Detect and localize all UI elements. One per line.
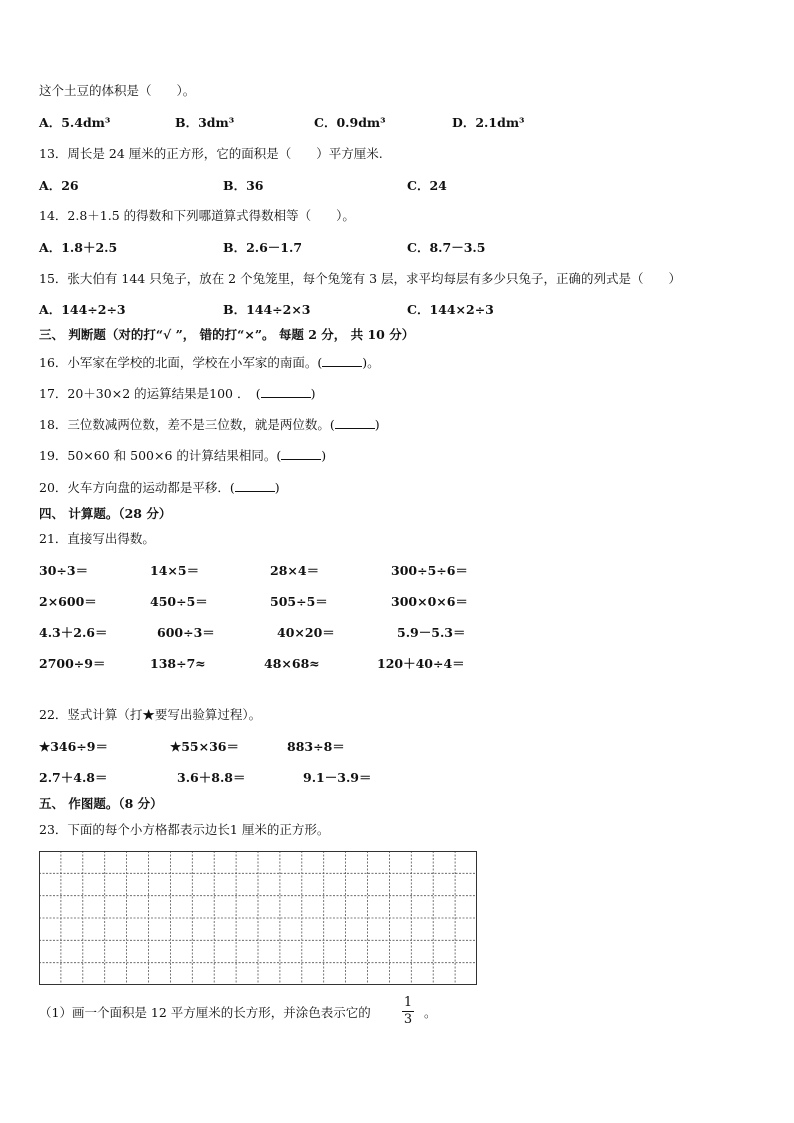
q21-item: 138÷7≈ [150,656,206,671]
q23-stem: 23．下面的每个小方格都表示边长1 厘米的正方形。 [39,822,330,837]
q13-option-c: C．24 [407,178,447,193]
q21-item: 505÷5＝ [270,594,328,609]
fraction-numerator: 1 [403,995,413,1010]
q22-item: 2.7＋4.8＝ [39,770,108,785]
q13-option-b: B．36 [223,178,264,193]
q13-stem: 13．周长是 24 厘米的正方形，它的面积是（ ）平方厘米. [39,146,383,161]
q21-item: 30÷3＝ [39,563,89,578]
q22-item: 3.6＋8.8＝ [177,770,246,785]
q14-option-b: B．2.6－1.7 [223,240,303,255]
q12-option-a: A．5.4dm³ [39,115,111,130]
q19-close: ) [321,448,327,463]
q20-statement [39,479,280,496]
q12-stem: 这个土豆的体积是（ ）。 [39,83,196,98]
q17-statement [39,385,315,402]
q18-text: 18．三位数减两位数，差不是三位数，就是两位数。( [39,417,335,432]
q20-answer-blank[interactable] [235,479,275,492]
q21-item: 300×0×6＝ [391,594,468,609]
q12-option-b: B．3dm³ [175,115,235,130]
q17-text: 17．20＋30×2 的运算结果是100 ． ( [39,386,261,401]
q22-stem: 22．竖式计算（打★要写出验算过程）。 [39,707,262,722]
q15-option-c: C．144×2÷3 [407,302,494,317]
q21-stem: 21．直接写出得数。 [39,531,155,546]
q16-text: 16．小军家在学校的北面，学校在小军家的南面。( [39,355,323,370]
q21-item: 450÷5＝ [150,594,208,609]
section-3-heading: 三、 判断题（对的打“√ ”， 错的打“×”。 每题 2 分， 共 10 分） [39,327,415,342]
fraction-denominator: 3 [403,1012,413,1027]
q19-text: 19．50×60 和 500×6 的计算结果相同。( [39,448,282,463]
q19-statement [39,447,326,464]
q14-option-a: A．1.8＋2.5 [39,240,118,255]
q21-item: 4.3＋2.6＝ [39,625,108,640]
q21-item: 300÷5÷6＝ [391,563,468,578]
q16-statement [39,354,380,371]
q13-option-a: A．26 [39,178,79,193]
q14-stem: 14．2.8＋1.5 的得数和下列哪道算式得数相等（ ）。 [39,208,355,223]
q18-statement [39,416,380,433]
q21-item: 600÷3＝ [157,625,215,640]
q21-item: 2700÷9＝ [39,656,106,671]
q23-sub1-end: 。 [424,1005,437,1020]
q23-sub1: （1）画一个面积是 12 平方厘米的长方形，并涂色表示它的 [39,1005,371,1020]
q22-item: ★55×36＝ [170,739,239,754]
q21-item: 14×5＝ [150,563,200,578]
q21-item: 2×600＝ [39,594,97,609]
q18-answer-blank[interactable] [335,416,375,429]
q17-answer-blank[interactable] [261,385,311,398]
q16-close: )。 [362,355,380,370]
q22-item: 883÷8＝ [287,739,345,754]
q20-text: 20．火车方向盘的运动都是平移．( [39,480,235,495]
fraction-one-third [402,996,414,1027]
q21-item: 48×68≈ [264,656,320,671]
q15-stem: 15．张大伯有 144 只兔子，放在 2 个兔笼里，每个兔笼有 3 层，求平均每层有多少只兔子，正确的列式是（ ） [39,271,682,286]
square-grid[interactable] [39,851,477,985]
q17-close: ) [310,386,316,401]
q14-option-c: C．8.7－3.5 [407,240,486,255]
q20-close: ) [274,480,280,495]
q16-answer-blank[interactable] [322,354,362,367]
q21-item: 28×4＝ [270,563,320,578]
q15-option-a: A．144÷2÷3 [39,302,126,317]
q21-item: 40×20＝ [277,625,335,640]
q12-option-c: C．0.9dm³ [314,115,386,130]
q22-item: 9.1－3.9＝ [303,770,372,785]
q12-option-d: D．2.1dm³ [452,115,525,130]
q21-item: 120＋40÷4＝ [377,656,465,671]
q18-close: ) [374,417,380,432]
section-5-heading: 五、 作图题。（8 分） [39,796,163,811]
q15-option-b: B．144÷2×3 [223,302,311,317]
section-4-heading: 四、 计算题。（28 分） [39,506,172,521]
q22-item: ★346÷9＝ [39,739,108,754]
q19-answer-blank[interactable] [281,447,321,460]
q21-item: 5.9－5.3＝ [397,625,466,640]
